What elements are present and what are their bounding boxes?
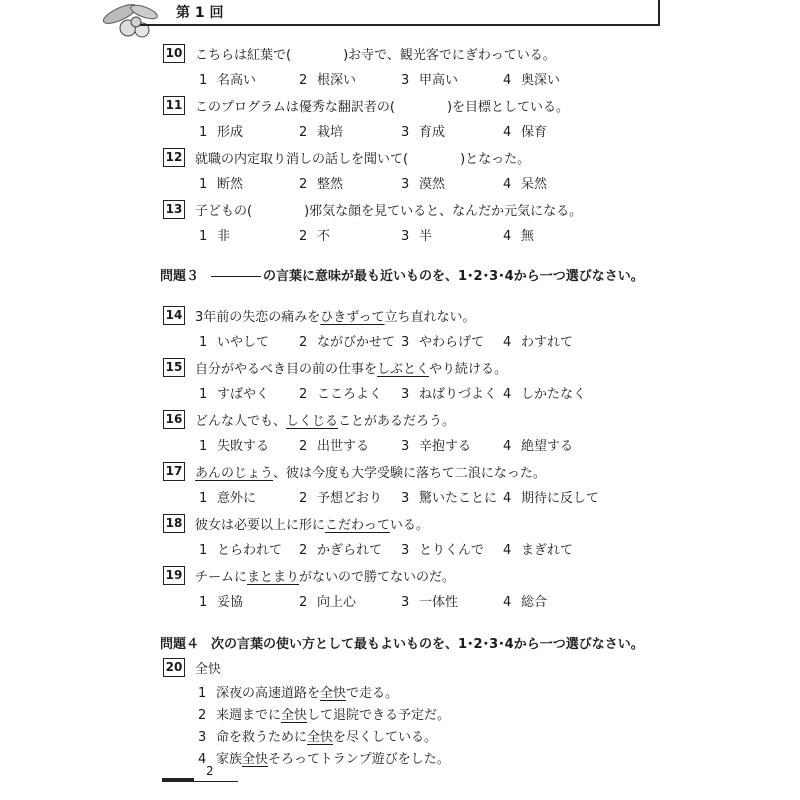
- option-2[interactable]: 2 根深い: [299, 73, 357, 88]
- options: [163, 331, 574, 351]
- option-2[interactable]: 2 不: [299, 229, 331, 244]
- option-1[interactable]: 1 失敗する: [199, 439, 270, 454]
- options: [163, 121, 569, 141]
- section-3-heading: 問題３ の言葉に意味が最も近いものを、1･2･3･4から一つ選びなさい。: [160, 269, 644, 284]
- question-15: [163, 357, 587, 403]
- question-stem: 子どもの( )邪気な顔を見ていると、なんだか元気になる。: [195, 204, 583, 219]
- question-stem: 自分がやるべき目の前の仕事をしぶとくやり続ける。: [195, 362, 508, 377]
- option-4[interactable]: 4 絶望する: [503, 439, 574, 454]
- question-number: 17: [163, 462, 185, 481]
- question-stem: 3年前の失恋の痛みをひきずって立ち直れない。: [195, 310, 476, 325]
- header-bracket: [658, 0, 660, 26]
- question-14: [163, 305, 574, 351]
- header-rule: [140, 24, 660, 26]
- usage-option-4[interactable]: 4 家族全快そろってトランプ遊びをした。: [198, 752, 450, 767]
- option-3[interactable]: 3 やわらげて: [401, 335, 485, 350]
- question-stem: 就職の内定取り消しの話しを聞いて( )となった。: [195, 152, 531, 167]
- underline-blank: [211, 276, 261, 277]
- usage-option-3[interactable]: 3 命を救うために全快を尽くしている。: [198, 730, 438, 745]
- option-1[interactable]: 1 断然: [199, 177, 244, 192]
- question-stem: どんな人でも、しくじることがあるだろう。: [195, 414, 456, 429]
- usage-option-2[interactable]: 2 来週までに全快して退院できる予定だ。: [198, 708, 451, 723]
- question-10: [163, 43, 561, 89]
- question-number: 11: [163, 96, 185, 115]
- option-4[interactable]: 4 期待に反して: [503, 491, 600, 506]
- question-19: [163, 565, 548, 611]
- option-3[interactable]: 3 とりくんで: [401, 543, 485, 558]
- question-13: [163, 199, 582, 245]
- option-2[interactable]: 2 ながびかせて: [299, 335, 396, 350]
- option-2[interactable]: 2 かぎられて: [299, 543, 383, 558]
- option-4[interactable]: 4 わすれて: [503, 335, 574, 350]
- option-4[interactable]: 4 保育: [503, 125, 548, 140]
- question-number: 20: [163, 658, 185, 677]
- options: [163, 69, 561, 89]
- option-3[interactable]: 3 驚いたことに: [401, 491, 498, 506]
- target-word: しくじる: [286, 414, 339, 429]
- option-1[interactable]: 1 意外に: [199, 491, 257, 506]
- option-1[interactable]: 1 いやして: [199, 335, 270, 350]
- options: [163, 173, 548, 193]
- question-stem: あんのじょう、彼は今度も大学受験に落ちて二浪になった。: [195, 466, 546, 481]
- option-2[interactable]: 2 整然: [299, 177, 344, 192]
- option-1[interactable]: 1 妥協: [199, 595, 244, 610]
- question-18: [163, 513, 574, 559]
- usage-option-1[interactable]: 1 深夜の高速道路を全快で走る。: [198, 686, 399, 701]
- question-number: 10: [163, 44, 185, 63]
- option-3[interactable]: 3 ねばりづよく: [401, 387, 498, 402]
- options: [163, 435, 574, 455]
- question-16: [163, 409, 574, 455]
- question-number: 13: [163, 200, 185, 219]
- option-1[interactable]: 1 名高い: [199, 73, 257, 88]
- option-3[interactable]: 3 辛抱する: [401, 439, 472, 454]
- option-1[interactable]: 1 とらわれて: [199, 543, 283, 558]
- question-word: 全快: [195, 662, 222, 677]
- target-word: あんのじょう: [195, 466, 274, 481]
- option-2[interactable]: 2 こころよく: [299, 387, 383, 402]
- question-20: [163, 657, 221, 677]
- option-3[interactable]: 3 一体性: [401, 595, 459, 610]
- question-number: 18: [163, 514, 185, 533]
- target-word: しぶとく: [377, 362, 430, 377]
- options: [163, 383, 587, 403]
- option-2[interactable]: 2 予想どおり: [299, 491, 383, 506]
- option-4[interactable]: 4 呆然: [503, 177, 548, 192]
- option-2[interactable]: 2 栽培: [299, 125, 344, 140]
- question-stem: チームにまとまりがないので勝てないのだ。: [195, 570, 456, 585]
- question-number: 16: [163, 410, 185, 429]
- option-1[interactable]: 1 すばやく: [199, 387, 270, 402]
- option-4[interactable]: 4 総合: [503, 595, 548, 610]
- options: [163, 591, 548, 611]
- option-2[interactable]: 2 出世する: [299, 439, 370, 454]
- option-4[interactable]: 4 しかたなく: [503, 387, 587, 402]
- option-4[interactable]: 4 まぎれて: [503, 543, 574, 558]
- target-word: こだわって: [325, 518, 390, 533]
- option-3[interactable]: 3 半: [401, 229, 433, 244]
- question-17: [163, 461, 600, 507]
- question-stem: 彼女は必要以上に形にこだわっている。: [195, 518, 429, 533]
- leaf-decoration-icon: [98, 0, 178, 44]
- options: [163, 225, 582, 245]
- question-11: [163, 95, 569, 141]
- option-1[interactable]: 1 非: [199, 229, 231, 244]
- option-4[interactable]: 4 無: [503, 229, 535, 244]
- question-number: 15: [163, 358, 185, 377]
- usage-options: [198, 682, 450, 770]
- question-number: 12: [163, 148, 185, 167]
- option-1[interactable]: 1 形成: [199, 125, 244, 140]
- question-number: 19: [163, 566, 185, 585]
- option-2[interactable]: 2 向上心: [299, 595, 357, 610]
- page-number: 2: [206, 764, 214, 778]
- options: [163, 487, 600, 507]
- target-word: まとまり: [247, 570, 300, 585]
- question-number: 14: [163, 306, 185, 325]
- question-12: [163, 147, 548, 193]
- question-stem: こちらは紅葉で( )お寺で、観光客でにぎわっている。: [195, 48, 556, 63]
- option-3[interactable]: 3 甲高い: [401, 73, 459, 88]
- round-title: 第 1 回: [176, 5, 224, 21]
- footer-bar: [162, 778, 194, 782]
- question-stem: このプログラムは優秀な翻訳者の( )を目標としている。: [195, 100, 570, 115]
- section-4-heading: 問題４ 次の言葉の使い方として最もよいものを、1･2･3･4から一つ選びなさい。: [160, 637, 644, 652]
- option-3[interactable]: 3 漠然: [401, 177, 446, 192]
- option-3[interactable]: 3 育成: [401, 125, 446, 140]
- target-word: ひきずって: [320, 310, 385, 325]
- option-4[interactable]: 4 奥深い: [503, 73, 561, 88]
- footer-rule: [194, 781, 238, 782]
- options: [163, 539, 574, 559]
